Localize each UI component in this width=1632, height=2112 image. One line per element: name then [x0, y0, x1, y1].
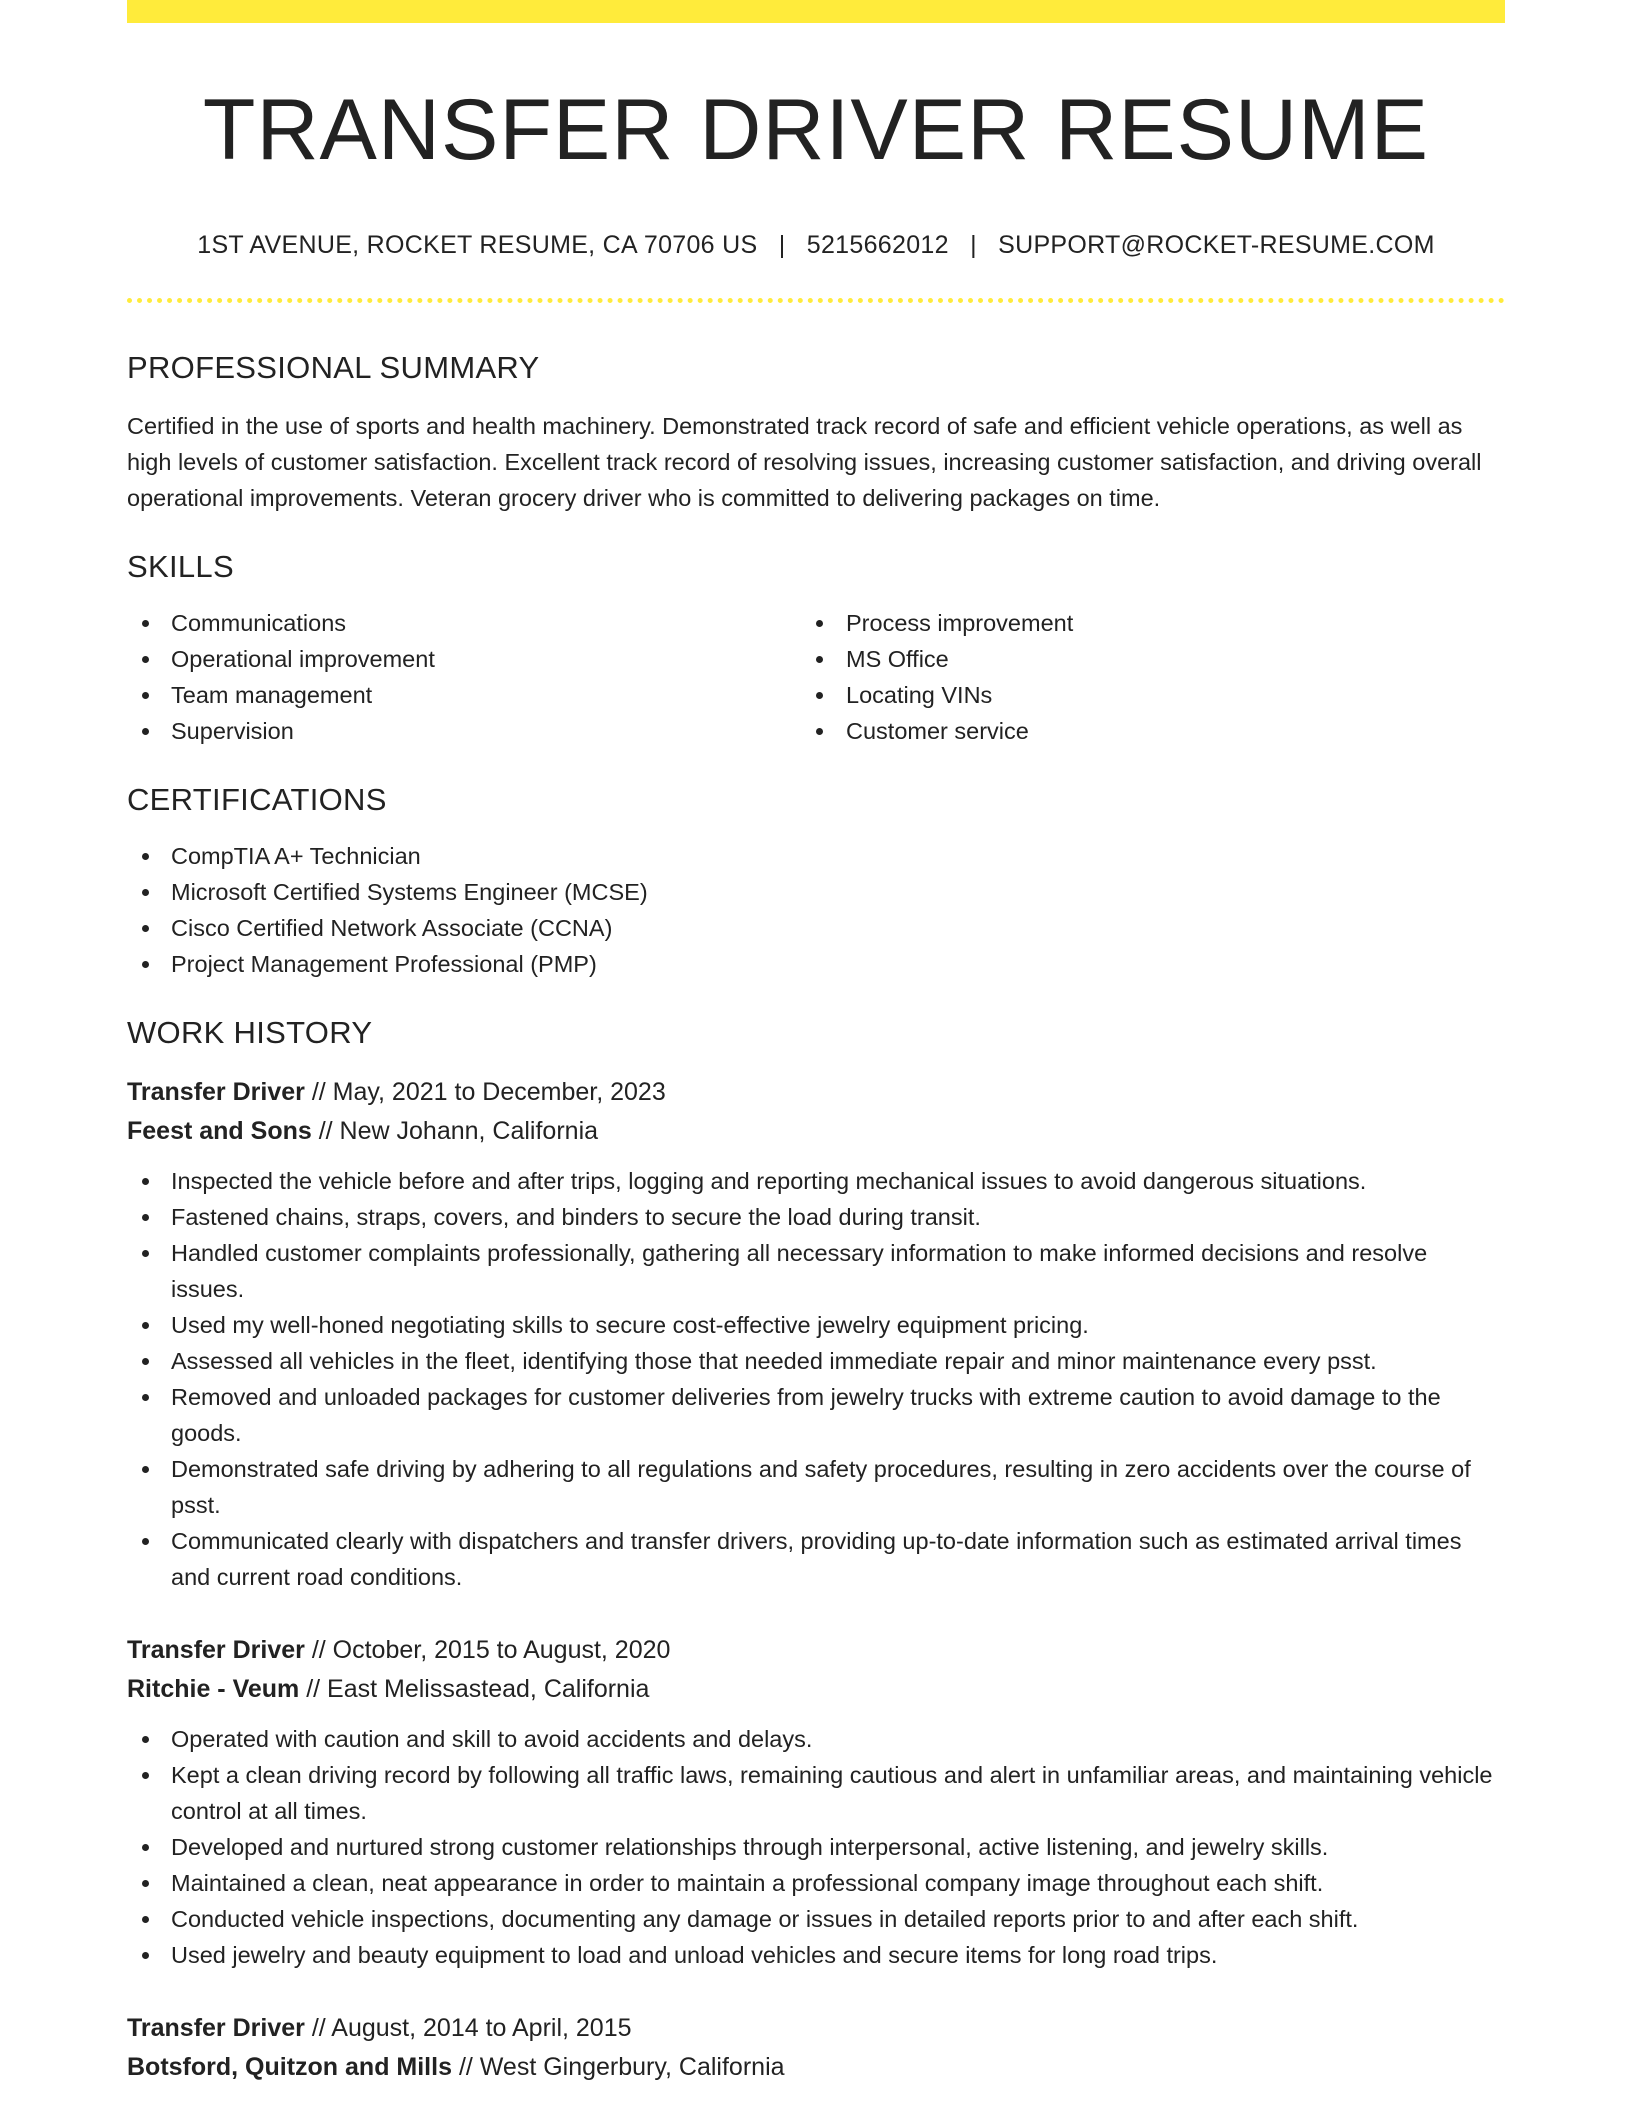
job-location: // East Melissastead, California — [306, 1675, 650, 1704]
job-bullet: Handled customer complaints professionally, gathering all necessary information to make informed decisions and resolve issues. — [127, 1235, 1505, 1307]
job-bullet: Removed and unloaded packages for customer deliveries from jewelry trucks with extreme caution to avoid damage to the goods. — [127, 1379, 1505, 1451]
skills-column-right — [816, 605, 1505, 749]
work-history-heading: WORK HISTORY — [127, 1015, 373, 1051]
job-title-line — [127, 1073, 1505, 1112]
job-bullet: Fastened chains, straps, covers, and binders to secure the load during transit. — [127, 1199, 1505, 1235]
job-title: Transfer Driver — [127, 1078, 305, 1107]
job-dates: // May, 2021 to December, 2023 — [311, 1078, 666, 1107]
certification-item: Microsoft Certified Systems Engineer (MCSE) — [127, 874, 1505, 910]
job-company: Feest and Sons — [127, 1117, 312, 1146]
top-accent-bar — [127, 0, 1505, 23]
job-bullet: Developed and nurtured strong customer relationships through interpersonal, active listening, and jewelry skills. — [127, 1829, 1505, 1865]
skill-item: Customer service — [816, 713, 1505, 749]
job-location: // New Johann, California — [318, 1117, 599, 1146]
certifications-heading: CERTIFICATIONS — [127, 781, 387, 817]
job-bullet: Kept a clean driving record by following all traffic laws, remaining cautious and alert in unfamiliar areas, and maintaining vehicle control at all times. — [127, 1757, 1505, 1829]
skill-item: Supervision — [127, 713, 816, 749]
job-company-line — [127, 1670, 1505, 1709]
job-bullet: Inspected the vehicle before and after trips, logging and reporting mechanical issues to avoid dangerous situations. — [127, 1163, 1505, 1199]
job-dates: // October, 2015 to August, 2020 — [311, 1636, 671, 1665]
job-bullet: Used jewelry and beauty equipment to load and unload vehicles and secure items for long road trips. — [127, 1937, 1505, 1973]
job-bullet: Used my well-honed negotiating skills to secure cost-effective jewelry equipment pricing. — [127, 1307, 1505, 1343]
job-bullets — [127, 1721, 1505, 1973]
job-title-line — [127, 2009, 1505, 2048]
job-company-line — [127, 1112, 1505, 1151]
job-entry — [127, 1073, 1505, 1595]
skills-list — [127, 605, 1505, 749]
job-entry — [127, 2009, 1505, 2087]
job-company: Ritchie - Veum — [127, 1675, 300, 1704]
summary-text: Certified in the use of sports and health machinery. Demonstrated track record of safe and efficient vehicle operations, as well as high levels of customer satisfaction. Excellent track record of resolving issues, increasing customer satisfaction, and driving overall operational improvements. Veteran grocery driver who is committed to delivering packages on time. — [127, 412, 1482, 511]
contact-email: SUPPORT@ROCKET-RESUME.COM — [998, 230, 1435, 259]
skill-item: Locating VINs — [816, 677, 1505, 713]
job-bullet: Communicated clearly with dispatchers and transfer drivers, providing up-to-date information such as estimated arrival times and current road conditions. — [127, 1523, 1505, 1595]
job-title: Transfer Driver — [127, 1636, 305, 1665]
skill-item: Operational improvement — [127, 641, 816, 677]
certification-item: CompTIA A+ Technician — [127, 838, 1505, 874]
resume-title: TRANSFER DRIVER RESUME — [202, 82, 1430, 178]
contact-separator: | — [970, 230, 977, 259]
skills-column-left — [127, 605, 816, 749]
contact-phone: 5215662012 — [806, 230, 949, 259]
job-bullet: Assessed all vehicles in the fleet, identifying those that needed immediate repair and minor maintenance every psst. — [127, 1343, 1505, 1379]
job-title-line — [127, 1631, 1505, 1670]
job-bullet: Conducted vehicle inspections, documenting any damage or issues in detailed reports prior to and after each shift. — [127, 1901, 1505, 1937]
skill-item: Process improvement — [816, 605, 1505, 641]
job-company: Botsford, Quitzon and Mills — [127, 2053, 452, 2082]
job-company-line — [127, 2048, 1505, 2087]
job-location: // West Gingerbury, California — [458, 2053, 785, 2082]
skill-item: MS Office — [816, 641, 1505, 677]
contact-address: 1ST AVENUE, ROCKET RESUME, CA 70706 US — [197, 230, 758, 259]
job-bullet: Demonstrated safe driving by adhering to all regulations and safety procedures, resulting in zero accidents over the course of psst. — [127, 1451, 1505, 1523]
job-entry — [127, 1631, 1505, 1973]
skills-heading: SKILLS — [127, 548, 234, 584]
contact-separator: | — [778, 230, 786, 259]
job-dates: // August, 2014 to April, 2015 — [311, 2014, 632, 2043]
job-bullet: Operated with caution and skill to avoid accidents and delays. — [127, 1721, 1505, 1757]
dotted-divider — [127, 298, 1505, 303]
skill-item: Team management — [127, 677, 816, 713]
summary-heading: PROFESSIONAL SUMMARY — [127, 349, 540, 385]
certifications-list — [127, 838, 1505, 982]
job-bullets — [127, 1163, 1505, 1595]
job-title: Transfer Driver — [127, 2014, 305, 2043]
skill-item: Communications — [127, 605, 816, 641]
job-bullet: Maintained a clean, neat appearance in order to maintain a professional company image throughout each shift. — [127, 1865, 1505, 1901]
contact-line — [127, 230, 1505, 260]
certification-item: Cisco Certified Network Associate (CCNA) — [127, 910, 1505, 946]
certification-item: Project Management Professional (PMP) — [127, 946, 1505, 982]
